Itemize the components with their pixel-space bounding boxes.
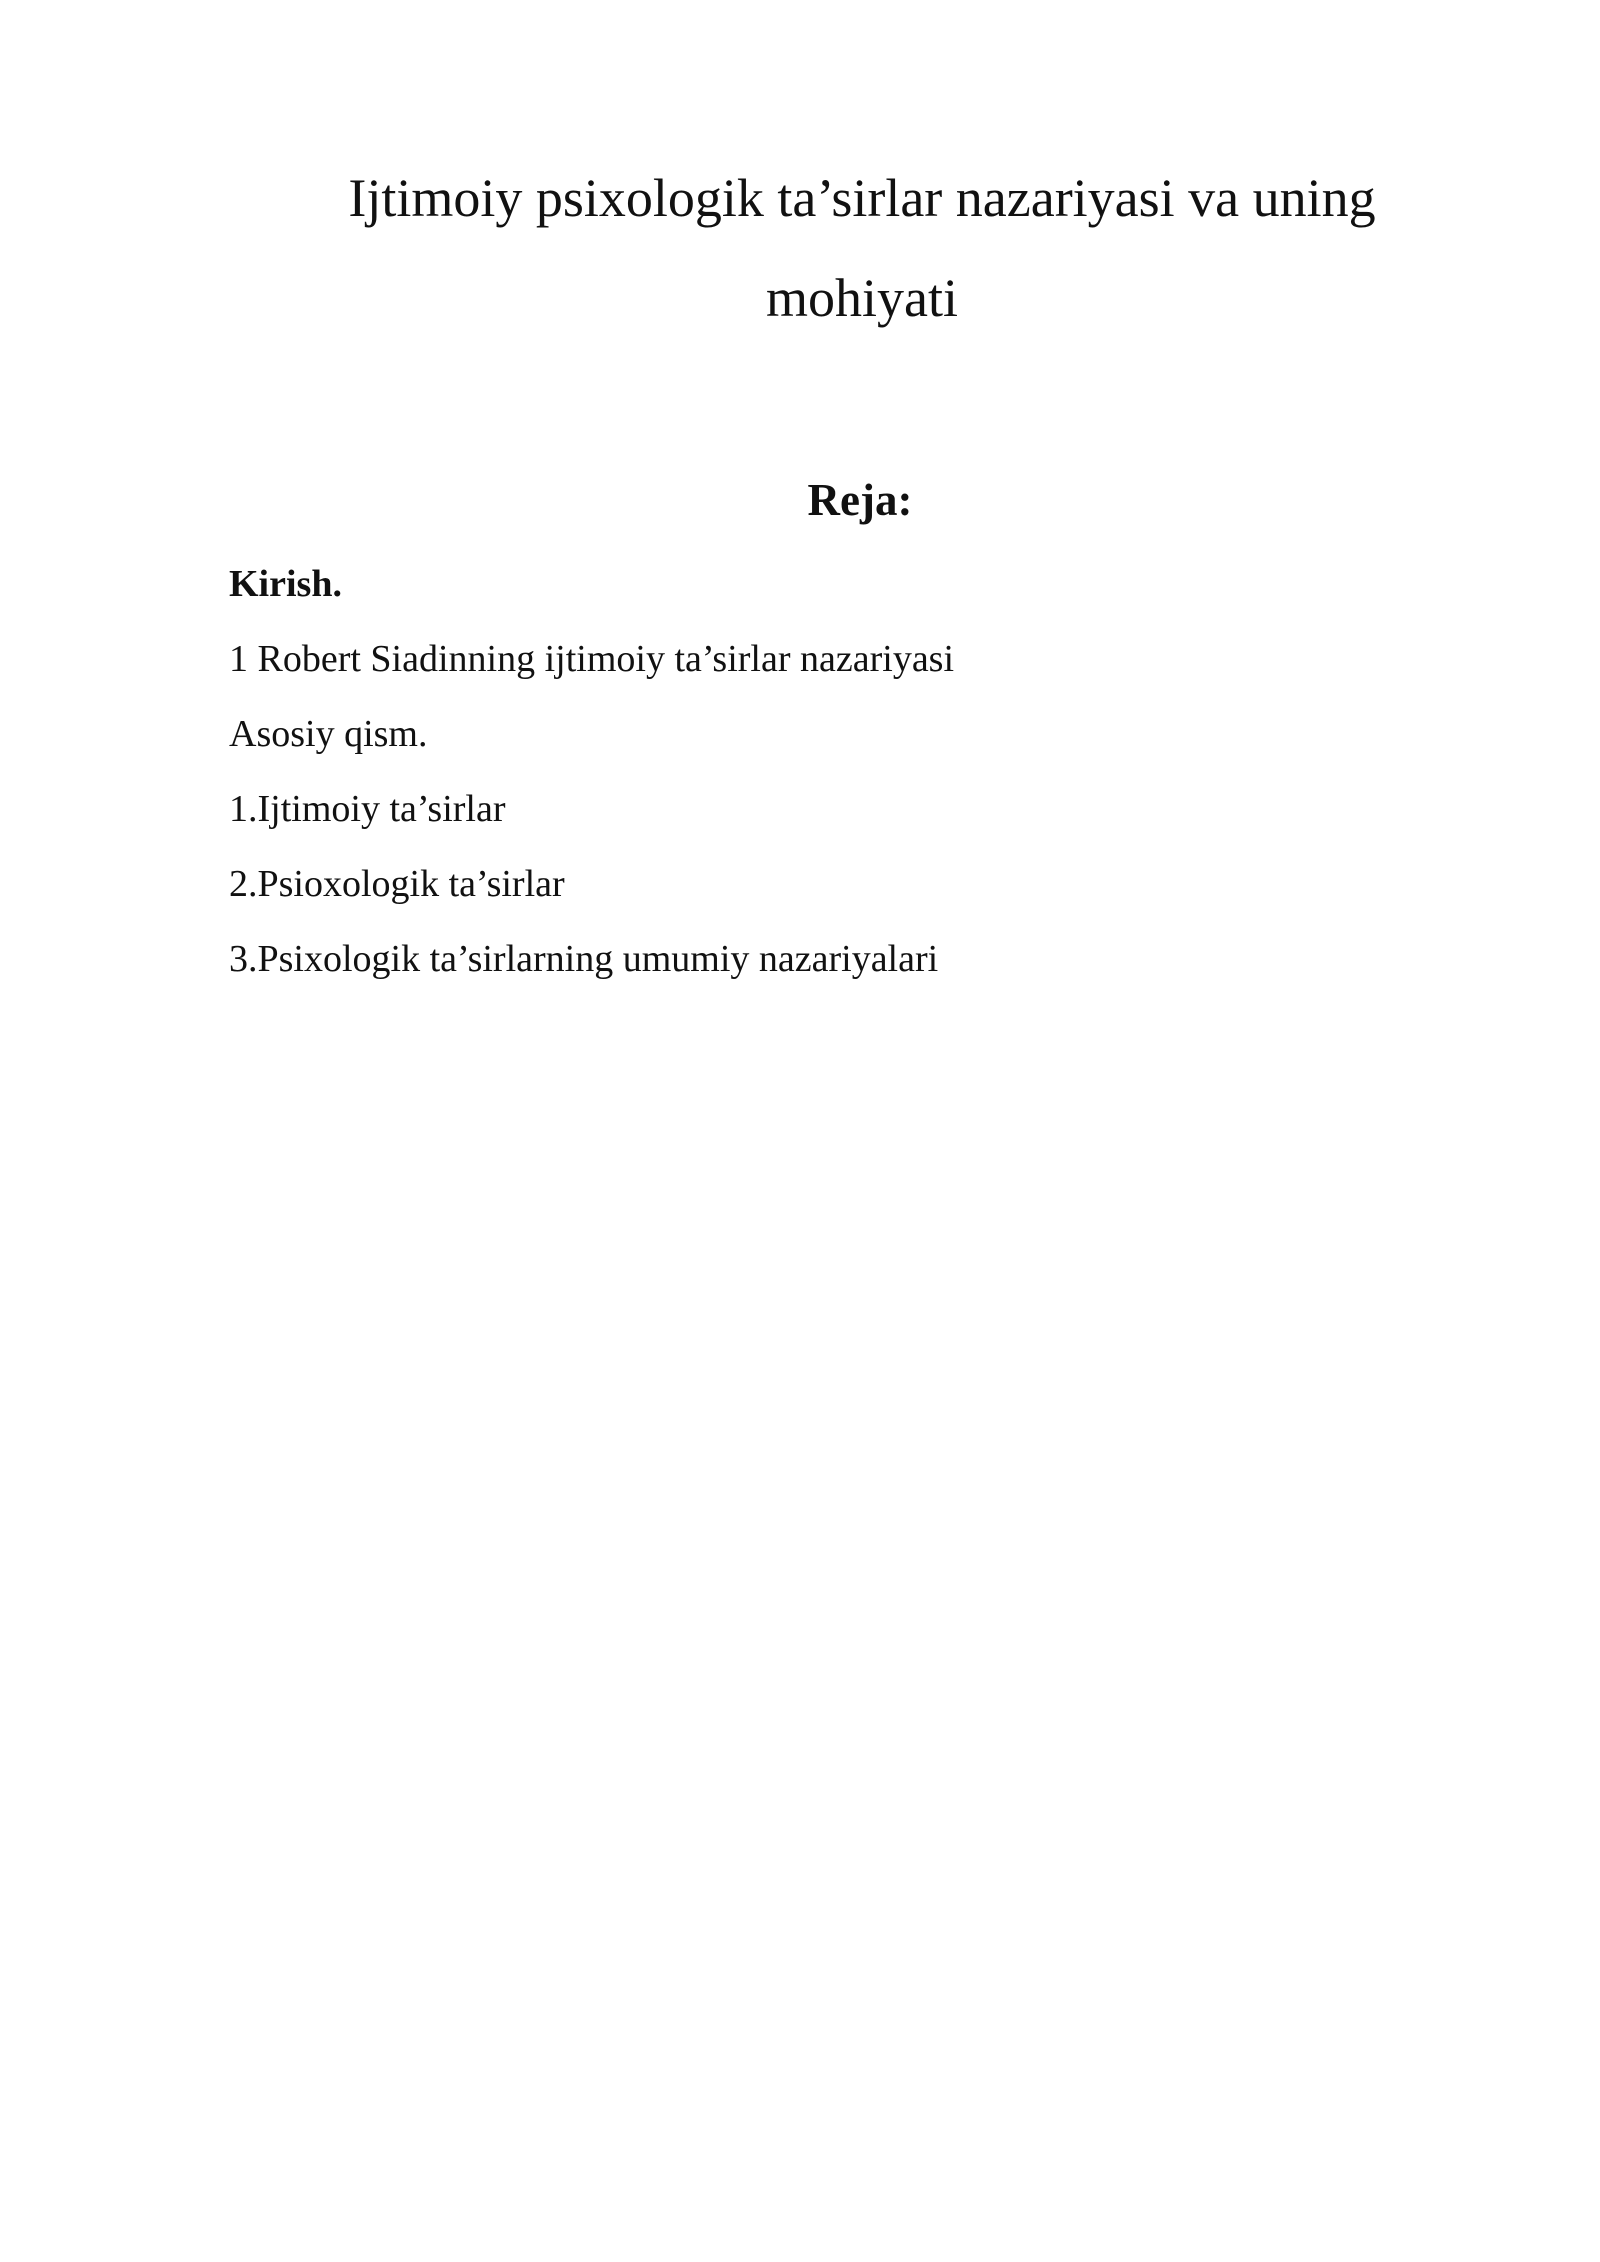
plan-item-main-part: Asosiy qism. [229, 713, 428, 755]
plan-item-cialdini-theory: 1 Robert Siadinning ijtimoiy ta’sirlar nazariyasi [229, 638, 955, 680]
plan-item-introduction: Kirish. [229, 563, 342, 605]
document-title: Ijtimoiy psixologik ta’sirlar nazariyasi va uning mohiyati [348, 168, 1376, 328]
plan-item-social-influences: 1.Ijtimoiy ta’sirlar [229, 788, 506, 830]
plan-heading: Reja: [807, 475, 913, 525]
plan-item-psychological-influences: 2.Psioxologik ta’sirlar [229, 863, 565, 905]
plan-item-general-theories: 3.Psixologik ta’sirlarning umumiy nazariyalari [229, 938, 939, 980]
plan-list [229, 547, 954, 997]
